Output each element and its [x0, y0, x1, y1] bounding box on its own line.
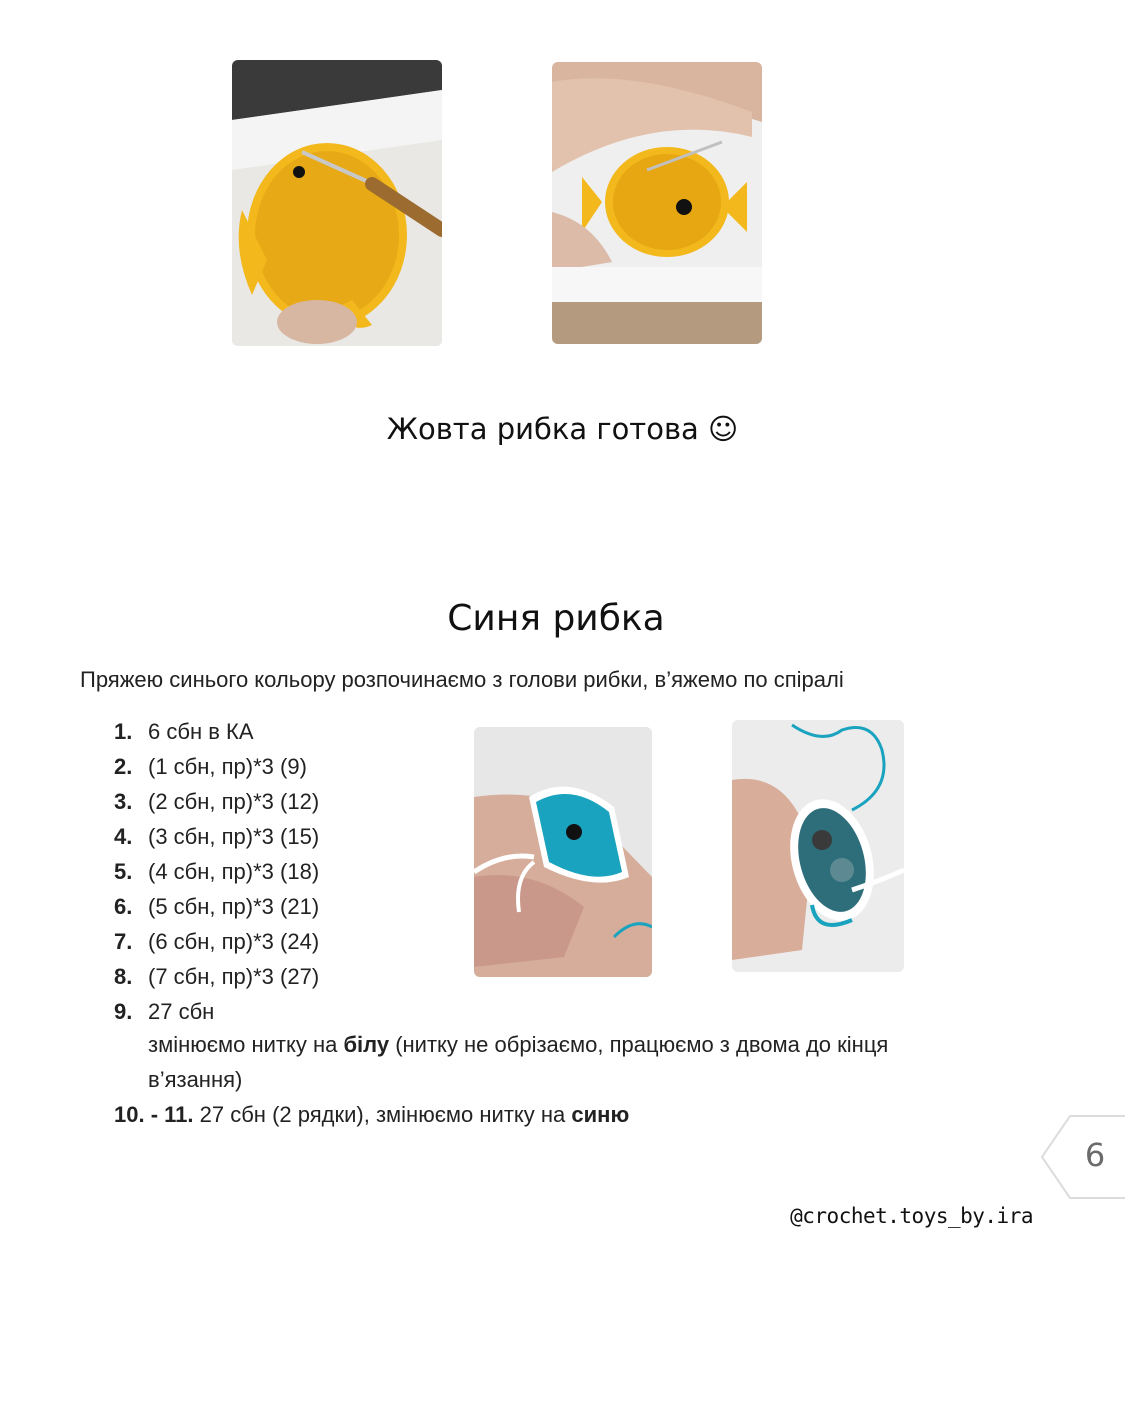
step-text: 6 сбн в КА [148, 719, 254, 744]
step-text: (7 сбн, пр)*3 (27) [148, 964, 320, 989]
yellow-fish-image [232, 60, 442, 346]
step9-note-bold: білу [343, 1032, 390, 1057]
step-number: 1. [114, 719, 133, 744]
section-intro: Пряжею синього кольору розпочинаємо з голови рибки, в’яжемо по спіралі [80, 667, 844, 692]
step10-bold: синю [571, 1102, 630, 1127]
step-number: 2. [114, 754, 133, 779]
blue-fish-inside-image [732, 720, 904, 972]
step-text: (1 сбн, пр)*3 (9) [148, 754, 307, 779]
step9-note-line1 [148, 1027, 888, 1062]
step9-note-prefix: змінюємо нитку на [148, 1032, 344, 1057]
step-text: (3 сбн, пр)*3 (15) [148, 824, 320, 849]
step-text: (2 сбн, пр)*3 (12) [148, 789, 320, 814]
step9-note-line2: в’язання) [148, 1067, 243, 1092]
step-text: (5 сбн, пр)*3 (21) [148, 894, 320, 919]
blue-fish-head-image [474, 727, 652, 977]
page-number: 6 [1084, 1136, 1106, 1174]
step-number: 4. [114, 824, 133, 849]
author-handle: @crochet.toys_by.ira [790, 1204, 1033, 1228]
yellow-fish-hand-image [552, 62, 762, 344]
step9-note-suffix: (нитку не обрізаємо, працюємо з двома до кінця [389, 1032, 889, 1057]
step-text: 27 сбн (2 рядки), змінюємо нитку на [193, 1102, 572, 1127]
step10-11 [114, 1097, 629, 1132]
step-number: 3. [114, 789, 133, 814]
step-text: (4 сбн, пр)*3 (18) [148, 859, 320, 884]
section-title: Синя рибка [447, 598, 665, 639]
step-text: (6 сбн, пр)*3 (24) [148, 929, 320, 954]
yellow-fish-photo-left [232, 60, 442, 346]
step-number: 5. [114, 859, 133, 884]
step-number: 8. [114, 964, 133, 989]
list-item [0, 994, 1000, 1029]
step-number: 7. [114, 929, 133, 954]
step-number: 10. - 11. [114, 1102, 194, 1127]
step-number: 9. [114, 999, 133, 1024]
step-text: 27 сбн [148, 999, 215, 1024]
yellow-fish-caption: Жовта рибка готова ☺ [386, 412, 739, 446]
step-number: 6. [114, 894, 133, 919]
page-number-tab [1040, 1114, 1125, 1200]
blue-fish-photo-left [474, 727, 652, 977]
yellow-fish-photo-right [552, 62, 762, 344]
blue-fish-photo-right [732, 720, 904, 972]
